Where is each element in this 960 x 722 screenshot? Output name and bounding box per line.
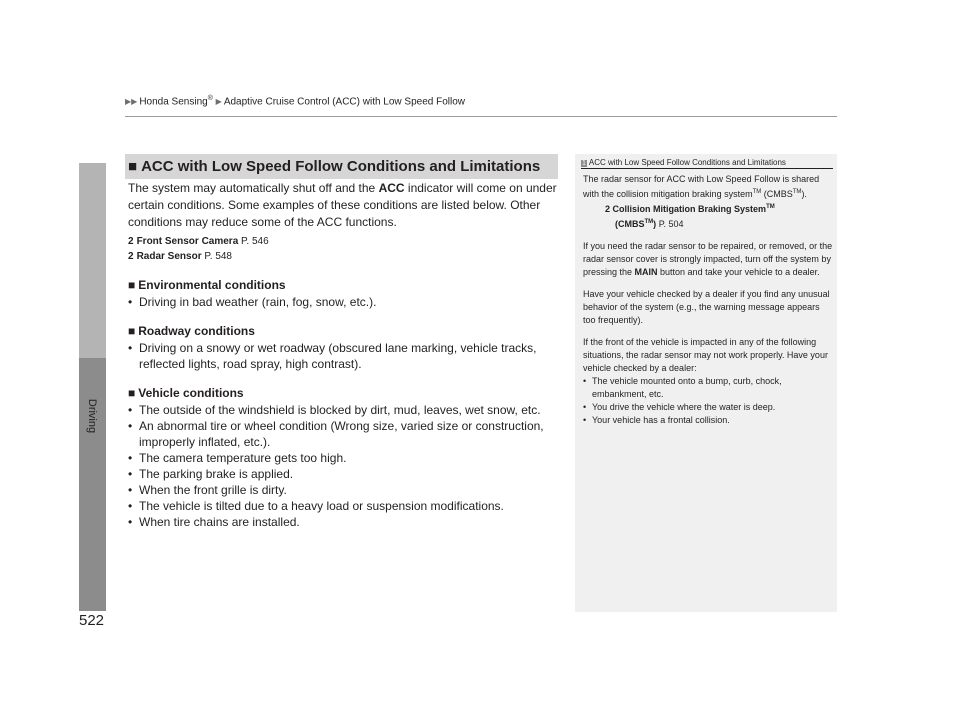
subheading-environmental: ■ Environmental conditions (128, 278, 286, 292)
vehicle-list (128, 402, 558, 530)
breadcrumb-item-honda-sensing[interactable]: Honda Sensing (139, 96, 208, 108)
environmental-list (128, 294, 558, 310)
sidebar-body (583, 173, 833, 427)
section-heading (125, 154, 558, 179)
subheading-roadway: ■ Roadway conditions (128, 324, 255, 338)
xref-cmbs[interactable]: 2 Collision Mitigation Braking System™ (605, 204, 775, 214)
acc-indicator-label: ACC (378, 181, 405, 195)
side-tab-label: Driving (86, 398, 98, 434)
intro-paragraph: The system may automatically shut off and the ACC indicator will come on under certain conditions. Some examples of these conditions are listed below. Other conditions may reduce some of the ACC functions. (128, 181, 557, 229)
breadcrumb-arrow-icon: ▶▶ (125, 97, 138, 107)
xref-arrow-icon: 2 (605, 204, 611, 214)
list-item: • The outside of the windshield is blocked by dirt, mud, leaves, wet snow, etc. (128, 402, 558, 418)
xref-cmbs-line2[interactable]: (CMBS™) P. 504 (615, 219, 684, 229)
subheading-vehicle: ■ Vehicle conditions (128, 386, 244, 400)
list-item: • The vehicle mounted onto a bump, curb, chock, embankment, etc. (583, 375, 833, 401)
sidebar-title: 1 ACC with Low Speed Follow Conditions and Limitations (581, 158, 833, 169)
main-content (128, 180, 558, 530)
list-item: • The camera temperature gets too high. (128, 450, 558, 466)
list-item: • Driving in bad weather (rain, fog, snow, etc.). (128, 294, 558, 310)
xref-arrow-icon: 2 (128, 236, 134, 247)
sidebar-paragraph-3: Have your vehicle checked by a dealer if you find any unusual behavior of the system (e.g., the warning message appears too frequently). (583, 289, 830, 325)
list-item: • You drive the vehicle where the water is deep. (583, 401, 833, 414)
sidebar-paragraph-1: The radar sensor for ACC with Low Speed Follow is shared with the collision mitigation braking system™ (CMBS™). 2 Collision Mitigation Braking System™ (CMBS™) P. 504 (583, 174, 820, 229)
list-item: • Driving on a snowy or wet roadway (obscured lane marking, vehicle tracks, reflected lights, road spray, high contrast). (128, 340, 558, 372)
xref-front-sensor-camera[interactable]: 2 Front Sensor Camera P. 546 (128, 236, 269, 247)
list-item: • When the front grille is dirty. (128, 482, 558, 498)
list-item: • The vehicle is tilted due to a heavy load or suspension modifications. (128, 498, 558, 514)
breadcrumb (125, 95, 465, 107)
sidebar-paragraph-2: If you need the radar sensor to be repaired, or removed, or the radar sensor cover is strongly impacted, turn off the system by pressing the MAIN button and take your vehicle to a dealer. (583, 241, 833, 277)
page-number: 522 (79, 612, 105, 629)
registered-mark: ® (207, 95, 213, 102)
list-item: • The parking brake is applied. (128, 466, 558, 482)
list-item: • When tire chains are installed. (128, 514, 558, 530)
sidebar-number-badge: 1 (582, 160, 586, 167)
list-item: • An abnormal tire or wheel condition (Wrong size, varied size or construction, improperly inflated, etc.). (128, 418, 558, 450)
main-button-label: MAIN (634, 267, 658, 277)
list-item: • Your vehicle has a frontal collision. (583, 414, 833, 427)
square-bullet-icon: ■ (128, 158, 138, 175)
square-bullet-icon: ■ (128, 324, 136, 338)
sidebar-list (583, 375, 833, 427)
xref-arrow-icon: 2 (128, 251, 134, 262)
xref-radar-sensor[interactable]: 2 Radar Sensor P. 548 (128, 251, 232, 262)
section-title: ACC with Low Speed Follow Conditions and Limitations (141, 158, 541, 175)
breadcrumb-item-acc[interactable]: Adaptive Cruise Control (ACC) with Low Speed Follow (223, 96, 466, 108)
breadcrumb-arrow-icon: ▶ (215, 97, 222, 107)
side-tab-upper (79, 163, 106, 358)
sidebar-paragraph-4: If the front of the vehicle is impacted in any of the following situations, the radar sensor may not work properly. Have your vehicle checked by a dealer: (583, 337, 828, 373)
square-bullet-icon: ■ (128, 386, 136, 400)
roadway-list (128, 340, 558, 372)
square-bullet-icon: ■ (128, 278, 136, 292)
header-divider (125, 116, 837, 117)
